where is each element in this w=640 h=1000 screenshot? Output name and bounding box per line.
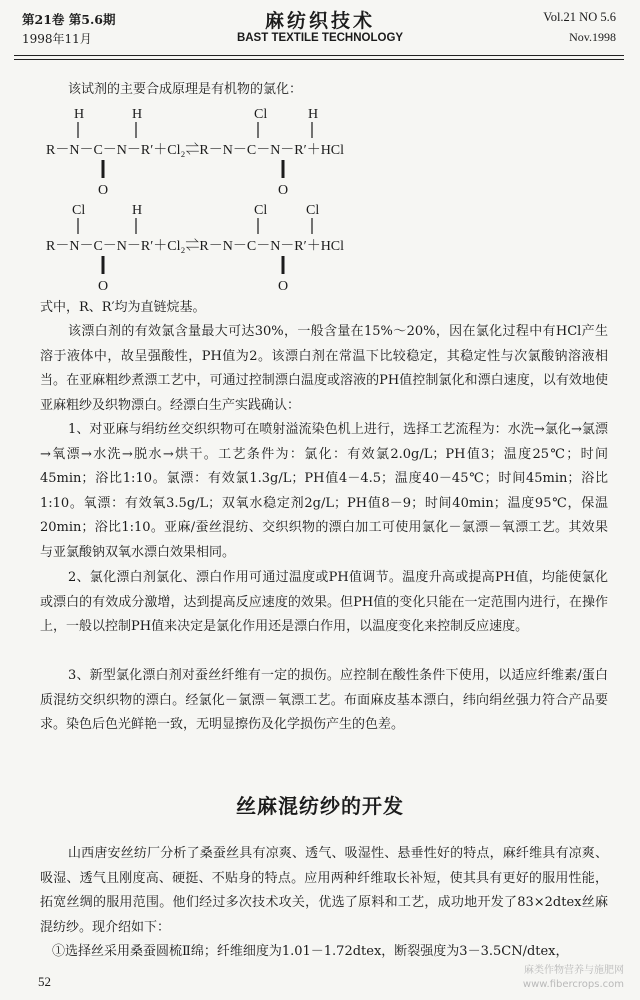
header-volume-en: Vol.21 NO 5.6 [543, 10, 616, 24]
watermark-line-1: 麻类作物营养与施肥网 [524, 965, 624, 976]
eq2-sub-cl3: Cl [306, 203, 320, 218]
equation-2-drawing [40, 196, 600, 292]
header-volume-issue: 第21卷 第5.6期 [22, 12, 116, 27]
chemical-equation-1 [40, 100, 600, 196]
journal-title-en: BAST TEXTILE TECHNOLOGY [236, 32, 404, 44]
eq1-main-line: R－N－C－N－R′＋Cl₂⇌R－N－C－N－R′＋HCl [46, 143, 345, 158]
article-item-1: ①选择丝采用桑蚕圆梳Ⅱ绵；纤维细度为1.01－1.72dtex，断裂强度为3－3.5CN/dtex， [52, 944, 569, 959]
watermark-line-2: www.fibercrops.com [522, 979, 624, 990]
paragraph-point-1: 1、对亚麻与绢纺丝交织织物可在喷射溢流染色机上进行，选择工艺流程为：水洗→氯化→氯漂→氧漂→水洗→脱水→烘干。工艺条件为：氯化：有效氯2.0g/L；PH值3；温度25℃；时间45min；浴比1:10。氯漂：有效氯1.3g/L；PH值4－4.5；温度40－45℃；时间45min；浴比1:10。氧漂：有效氧3.5g/L；双氧水稳定剂2g/L；PH值8－9；时间40min；温度95℃，保温20min；浴比1:10。亚麻/蚕丝混纺、交织织物的漂白加工可使用氯化－氯漂－氧漂工艺。其效果与亚氯酸钠双氧水漂白效果相同。 [40, 422, 608, 560]
eq2-oxygen-2: O [278, 279, 289, 292]
eq1-sub-h1: H [74, 107, 85, 122]
formula-note: 式中，R、R′均为直链烷基。 [40, 300, 206, 315]
intro-line: 该试剂的主要合成原理是有机物的氯化： [68, 82, 303, 97]
paragraph-point-3: 3、新型氯化漂白剂对蚕丝纤维有一定的损伤。应控制在酸性条件下使用，以适应纤维素/蛋白质混纺交织织物的漂白。经氯化－氯漂－氧漂工艺。布面麻皮基本漂白，纬向绢丝强力符合产品要求。染色后色光鲜艳一致，无明显擦伤及化学损伤产生的色差。 [40, 668, 608, 732]
page-header [0, 6, 640, 54]
page-number: 52 [38, 974, 51, 989]
equation-1-drawing [40, 100, 600, 196]
eq2-sub-h: H [132, 203, 143, 218]
paragraph-point-2: 2、氯化漂白剂氯化、漂白作用可通过温度或PH值调节。温度升高或提高PH值，均能使氯化或漂白的有效成分激增，达到提高反应速度的效果。但PH值的变化只能在一定范围内进行，在操作上，一般以控制PH值来决定是氯化作用还是漂白作用，以温度变化来控制反应速度。 [40, 570, 608, 634]
eq2-sub-cl1: Cl [72, 203, 86, 218]
eq1-sub-cl: Cl [254, 107, 268, 122]
eq1-sub-h3: H [308, 107, 319, 122]
eq1-sub-h2: H [132, 107, 143, 122]
journal-title-cn: 麻纺织技术 [264, 10, 375, 32]
header-date-en: Nov.1998 [569, 30, 616, 44]
eq1-oxygen-2: O [278, 183, 289, 196]
eq2-sub-cl2: Cl [254, 203, 268, 218]
header-rule-top [14, 55, 624, 56]
article-title: 丝麻混纺纱的开发 [236, 794, 404, 818]
header-date-cn: 1998年11月 [22, 32, 92, 46]
eq2-main-line: R－N－C－N－R′＋Cl₂⇌R－N－C－N－R′＋HCl [46, 239, 345, 254]
header-rule-bottom [14, 59, 624, 60]
watermark [494, 964, 624, 992]
article-intro-paragraph: 山西唐安丝纺厂分析了桑蚕丝具有凉爽、透气、吸湿性、悬垂性好的特点，麻纤维具有凉爽、吸湿、透气且刚度高、硬挺、不贴身的特点。应用两种纤维取长补短，使其具有更好的服用性能，拓宽丝绸的服用范围。他们经过多次技术攻关，优选了原料和工艺，成功地开发了83×2dtex丝麻混纺纱。现介绍如下： [40, 846, 608, 935]
chemical-equation-2 [40, 196, 600, 292]
paragraph-bleaching-agent: 该漂白剂的有效氯含量最大可达30%，一般含量在15%～20%，因在氯化过程中有HCl产生溶于液体中，故呈强酸性，PH值为2。该漂白剂在常温下比较稳定，其稳定性与次氯酸钠溶液相当。在亚麻粗纱煮漂工艺中，可通过控制漂白温度或溶液的PH值控制氯化和漂白速度，以有效地使亚麻粗纱及织物漂白。经漂白生产实践确认： [40, 324, 608, 413]
eq2-oxygen-1: O [98, 279, 109, 292]
eq1-oxygen-1: O [98, 183, 109, 196]
